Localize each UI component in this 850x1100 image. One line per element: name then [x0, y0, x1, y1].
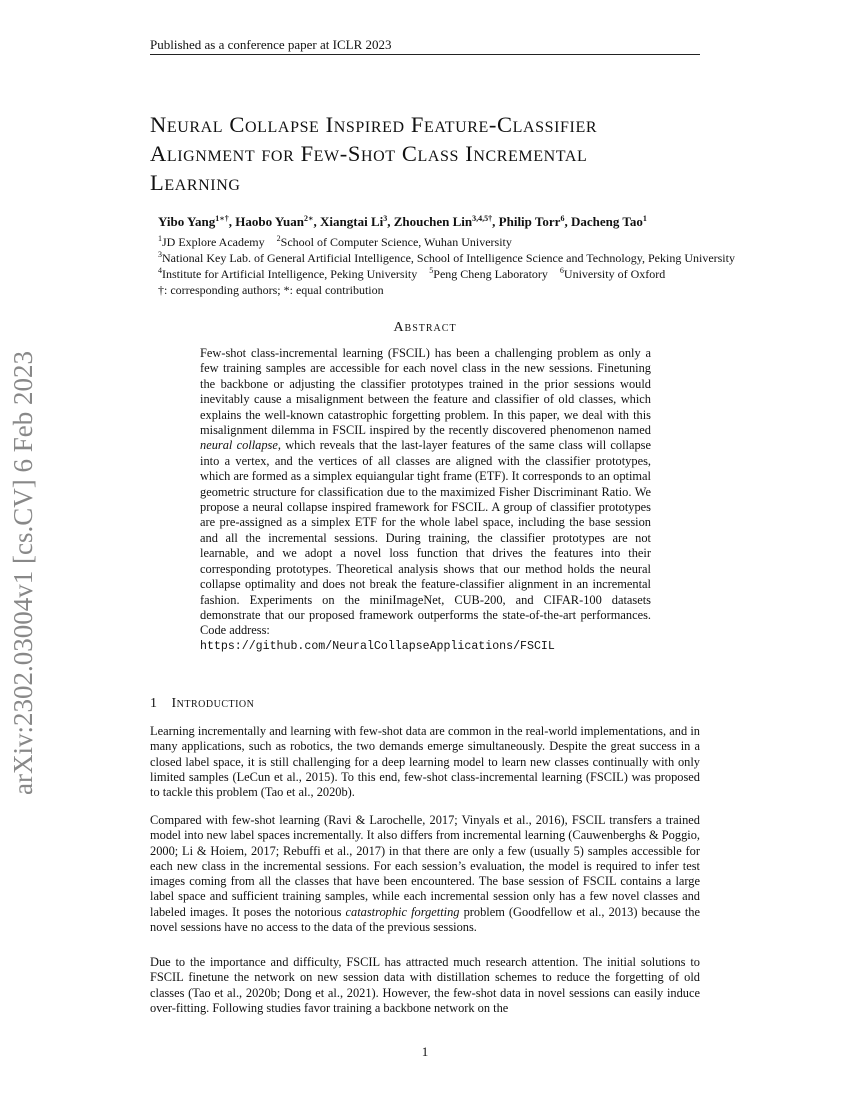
author-separator: ,: [387, 214, 394, 229]
title-line: Learning: [150, 170, 241, 195]
affiliation-text: University of Oxford: [563, 267, 666, 281]
affiliation-text: National Key Lab. of General Artificial Intelligence, School of Intelligence Science and Technology, Peking University: [162, 251, 735, 265]
abstract-heading: Abstract: [393, 320, 457, 335]
affiliation-mark: 1: [158, 234, 162, 243]
section-number: 1: [150, 696, 158, 711]
body-paragraph: Learning incrementally and learning with few-shot data are common in the real-world implementations, and in many applications, such as robotics, the two demands emerge simultaneously. Despite the great success in a closed label space, it is still challenging for a deep learning model to learn new classes continually with only limited samples (LeCun et al., 2015). To this end, few-shot class-incremental learning (FSCIL) was proposed to tackle this problem (Tao et al., 2020b).: [150, 724, 700, 800]
author-separator: ,: [492, 214, 499, 229]
author-name: Xiangtai Li: [320, 214, 384, 229]
author-affiliation-mark: 3,4,5†: [472, 214, 493, 223]
paragraph-text: problem (Goodfellow et al., 2013) because the novel sessions have no access to the data of the previous sessions.: [150, 904, 700, 935]
code-link[interactable]: https://github.com/NeuralCollapseApplications/FSCIL: [200, 639, 555, 653]
author-affiliation-mark: 2∗: [304, 214, 314, 223]
affiliation-mark: 5: [429, 266, 434, 275]
author-name: Yibo Yang: [158, 214, 216, 229]
paragraph-emphasis: catastrophic forgetting: [345, 904, 460, 919]
author-name: Zhouchen Lin: [393, 214, 473, 229]
running-header: Published as a conference paper at ICLR 2023: [150, 37, 392, 52]
body-paragraph: [150, 813, 700, 935]
title-line: Neural Collapse Inspired Feature-Classifier: [150, 112, 598, 137]
author-separator: ,: [228, 214, 236, 229]
section-title: Introduction: [171, 696, 255, 711]
arxiv-identifier: arXiv:2302.03004v1 [cs.CV] 6 Feb 2023: [8, 351, 38, 795]
section-heading: [150, 696, 254, 712]
author-affiliation-mark: 1: [642, 214, 647, 223]
author-name: Philip Torr: [498, 214, 561, 229]
body-paragraph: Due to the importance and difficulty, FSCIL has attracted much research attention. The initial solutions to FSCIL finetune the network on new session data with distillation schemes to reduce the forgetting of old classes (Tao et al., 2020b; Dong et al., 2021). However, the few-shot data in novel sessions can easily induce over-fitting. Following studies favor training a backbone network on the: [150, 955, 700, 1015]
abstract-emphasis: neural collapse: [200, 438, 278, 453]
abstract-text: Few-shot class-incremental learning (FSCIL) has been a challenging problem as only a few training samples are accessible for each novel class in the new sessions. Finetuning the backbone or adjusting the classifier prototypes trained in the prior sessions would inevitably cause a misalignment between the feature and classifier of old classes, which explains the well-known catastrophic forgetting problem. In this paper, we deal with this misalignment dilemma in FSCIL inspired by the recently discovered phenomenon named: [200, 346, 651, 438]
affiliation-mark: 6: [559, 266, 564, 275]
affiliation-mark: 3: [158, 250, 162, 259]
author-affiliation-mark: 6: [560, 214, 565, 223]
affiliation-text: School of Computer Science, Wuhan University: [280, 235, 512, 249]
affiliation-line: [158, 235, 512, 250]
author-note: †: corresponding authors; *: equal contribution: [158, 283, 384, 297]
author-list: [158, 214, 647, 230]
abstract-body: [200, 346, 651, 654]
paragraph-text: Compared with few-shot learning (Ravi & Larochelle, 2017; Vinyals et al., 2016), FSCIL transfers a trained model into new label spaces incrementally. It also differs from incremental learning (Cauwenberghs & Poggio, 2000; Li & Hoiem, 2017; Rebuffi et al., 2017) in that there are only a few (usually 5) samples accessible for each new class in the incremental sessions. For each session’s evaluation, the model is required to infer test images coming from all the classes that have been encountered. The base session of FSCIL contains a large label space and sufficient training samples, while each incremental session only has a few novel classes and labeled images. It poses the notorious: [150, 813, 700, 919]
author-separator: ,: [564, 214, 571, 229]
affiliation-text: Peng Cheng Laboratory: [433, 267, 548, 281]
affiliation-line: [158, 267, 665, 282]
affiliation-line: [158, 251, 735, 266]
title-line: Alignment for Few-Shot Class Incremental: [150, 141, 588, 166]
author-affiliation-mark: 3: [383, 214, 388, 223]
author-affiliation-mark: 1∗†: [215, 214, 229, 223]
author-separator: ,: [313, 214, 321, 229]
affiliation-mark: 4: [158, 266, 162, 275]
paper-title: [150, 110, 710, 197]
affiliation-text: JD Explore Academy: [162, 235, 265, 249]
author-name: Dacheng Tao: [570, 214, 643, 229]
author-name: Haobo Yuan: [235, 214, 304, 229]
header-rule: [150, 54, 700, 55]
affiliation-text: Institute for Artificial Intelligence, Peking University: [162, 267, 418, 281]
affiliation-mark: 2: [276, 234, 281, 243]
abstract-text: , which reveals that the last-layer features of the same class will collapse into a vertex, and the vertices of all classes are aligned with the classifier prototypes, which are formed as a simplex equiangular tight frame (ETF). It corresponds to an optimal geometric structure for classification due to the maximized Fisher Discriminant Ratio. We propose a neural collapse inspired framework for FSCIL. A group of classifier prototypes are pre-assigned as a simplex ETF for the whole label space, including the base session and all the incremental sessions. During training, the classifier prototypes are not learnable, and we adopt a novel loss function that drives the features into their corresponding prototypes. Theoretical analysis shows that our method holds the neural collapse optimality and does not break the feature-classifier alignment in an incremental fashion. Experiments on the miniImageNet, CUB-200, and CIFAR-100 datasets demonstrate that our proposed framework outperforms the state-of-the-art performances. Code address:: [200, 438, 651, 638]
page-number: 1: [421, 1044, 429, 1059]
